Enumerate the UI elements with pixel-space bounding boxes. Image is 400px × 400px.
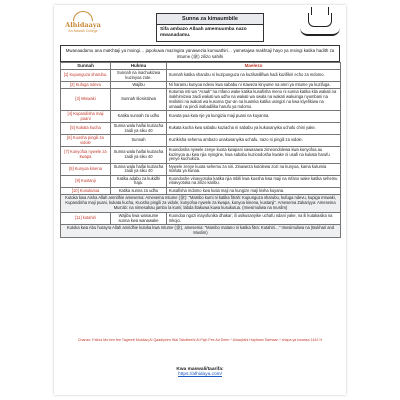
row-maelezo: Kutumia mti wa "Araak" na mfano wake katika kusafisha meno ni sunna katika kila wakati na inakhimizwa zaidi wakati wa udhu na wakati wa swala na wakati wakuinga nyumbani na msikitini na wakati wa kusoma Qur-an na kuamka katika usingizi na kwa kiyefikiwa na umaadi na pindi inabadilika harufu ya mdomo. — [167, 89, 341, 111]
row-sunnah: [5] Kukata kucha — [61, 123, 111, 135]
row-maelezo: Kusafisha mdomo kwa kutia maji na kungize maji kisha kuyana. — [167, 187, 341, 194]
alhidaaya-logo — [60, 11, 106, 41]
footer-link[interactable]: https://alhidaya.com/ — [178, 372, 222, 377]
row-maelezo: Kuvuta pua kwa nje ya kungizia maji puani na kuyanna. — [167, 111, 341, 123]
row-maelezo: Kuzikisha sehemu ambazo unakusanyika uchafu, nazo ni pingili za vidole. — [167, 135, 341, 147]
hadith-summary-row — [61, 195, 341, 213]
table-row — [61, 135, 341, 147]
row-sunnah: [4] Kupandisha maji puani — [61, 111, 111, 123]
row-maelezo: Kuondosha nywele zenye kuota kwapani sawasawa zimeondolewa kwa kunyofoa au kuzinyoa au kwa njia nyingine, kwa sababu kuziondosha kwake ni usafi na kukata harufu yenye kuchukiza. — [167, 147, 341, 164]
hadith-summary-2: Kutoka kwa Abu hurayra Allah amridhie kutoka kwa mtume (ﷺ), amesema: "Mambo matano ni katika fitra: Kutahiri…" Imesimuliwa na (Bukhari and Muslim) — [61, 225, 341, 238]
row-hukmu: Sunna wala haifai kuziacha zaidi ya siku 40 — [111, 123, 167, 135]
logo-subtitle: An-Nasiah College — [68, 29, 98, 33]
row-maelezo: Nywele zenye kuota sehemu za siri. Zinaweza kutolewa zozi na kunyoa, kama kutumia mafuta ya kunaa. — [167, 163, 341, 175]
row-hukmu: Katika adabu za kukidhi haja. — [111, 175, 167, 187]
table-row — [61, 111, 341, 123]
table-header-row — [61, 63, 341, 70]
header-hukmu: Hukmu — [111, 63, 167, 70]
logo-name: Alhidaaya — [65, 21, 101, 29]
row-sunnah: [3] Miswaki — [61, 89, 111, 111]
document-subtitle: Sifa ambazo Allaah amemuumba nazo mwanadamu. — [160, 27, 247, 38]
row-maelezo: Ni haramu kunyoa ndevu kwa sababu ni Kaweza kinyume na amri ya mtume ya kuzifuga. — [167, 82, 341, 89]
row-hukmu: Sunnah Iliosistizwa — [111, 89, 167, 111]
hadith-summary: Kutoka kwa Aisha Allah amridhie amesema: Amesema mtume (ﷺ): "Mambo kumi ni katika fitrah: Kupunguza sharubu, kufuga ndevu, kupiga mswaki, Kupandisha maji puani, kukata kucha, Kuosha pingili za vidole, kunyofoa nywele za kwapa, kunyoa kinena, kustanji". Amesema Zakariyya: Amesema Mus'ab: na nimesahau jambo la kumi; labda litakuwa kuwa kusukutua. (Imesimuliwa na muslim) — [61, 195, 341, 213]
row-maelezo: Kuondoa ngozi inayofunika dhakar; ili usikusanyike uchafu ndani yake, na ili kutakasika na mkojo. — [167, 213, 341, 225]
row-hukmu: Sunna wala haifai kuziacha zaidi ya siku 40 — [111, 163, 167, 175]
header-sunnah: Sunnah — [61, 63, 111, 70]
table-row — [61, 82, 341, 89]
source-citation: Chanzo: Fathul Mu'een fee Tagreeb Mustlaq Al Qaadiyeen Wal Tabdbeehi Al Fiqh Fee Ad Deen * Alnaqhshi Haytham Sarhaan * chapa ya kwanza 1442 H — [77, 338, 323, 342]
document-title: Sunna za kimaumbile — [157, 14, 263, 25]
table-row — [61, 70, 341, 82]
row-maelezo: Kukata kucha kwa sababu kuziacha ni sababu ya kukusanyika uchafu chini yake. — [167, 123, 341, 135]
row-sunnah: [9] Kustanji — [61, 175, 111, 187]
row-hukmu: Sunnah — [111, 135, 167, 147]
row-hukmu: Sunnah na inachukizwa kuzinyoa zote. — [111, 70, 167, 82]
row-hukmu: Sunna wala haifai kuziacha zaidi ya siku 40 — [111, 147, 167, 164]
header-maelezo: Maelezo — [167, 63, 341, 70]
table-row — [61, 175, 341, 187]
row-sunnah: [8] Kunyoa kinena — [61, 163, 111, 175]
calligraphy-crown-logo — [300, 11, 340, 41]
table-row — [61, 163, 341, 175]
row-hukmu: Wajibu — [111, 82, 167, 89]
table-row — [61, 213, 341, 225]
table-row — [61, 187, 341, 194]
table-row — [61, 147, 341, 164]
crown-icon — [308, 13, 332, 27]
row-sunnah: [1] Kupunguza sharubu. — [61, 70, 111, 82]
sunnah-table — [60, 62, 341, 238]
row-sunnah: [6] Kuosha pingili za vidole — [61, 135, 111, 147]
title-box — [156, 13, 264, 42]
row-maelezo: Sunnah katika sharubu ni kuzipunguza na kuzikatilifiwa hadi kuzifikiri echo za mdomo. — [167, 70, 341, 82]
hadith-summary-row — [61, 225, 341, 238]
intro-text: Mwanaadamu ana maKhtaji ya msingi… japokuwa mazingira yanawezia kumuathiri… yametajwa makhtaji hayo ya msingi katika hadith za mtume (ﷺ) zilizo sahihi — [60, 45, 340, 62]
footer — [54, 367, 346, 377]
row-hukmu: Wajibu kwa wanaume sunna kwa wanawake — [111, 213, 167, 225]
calligraphy-icon — [300, 28, 340, 36]
row-sunnah: [10] Kusukutua — [61, 187, 111, 194]
table-row — [61, 123, 341, 135]
row-sunnah: [7] Kunyofoa nywele za kwapa — [61, 147, 111, 164]
footer-label: Kwa maswali/taarifa: — [176, 367, 224, 372]
row-maelezo: Kuondoshe vinavyotoka katika njia mbili kwa kuosha kwa maji na mfano wake katika sehemu vinavyotoka na zilizo karibu. — [167, 175, 341, 187]
row-hukmu: Katika sunna za udhu — [111, 187, 167, 194]
row-sunnah: [2] Kufuga ndevu — [61, 82, 111, 89]
row-sunnah: [11] kutahiri — [61, 213, 111, 225]
document-sheet — [54, 5, 346, 395]
table-row — [61, 89, 341, 111]
row-hukmu: Katika sunnah za udhu — [111, 111, 167, 123]
dome-icon — [73, 11, 93, 21]
